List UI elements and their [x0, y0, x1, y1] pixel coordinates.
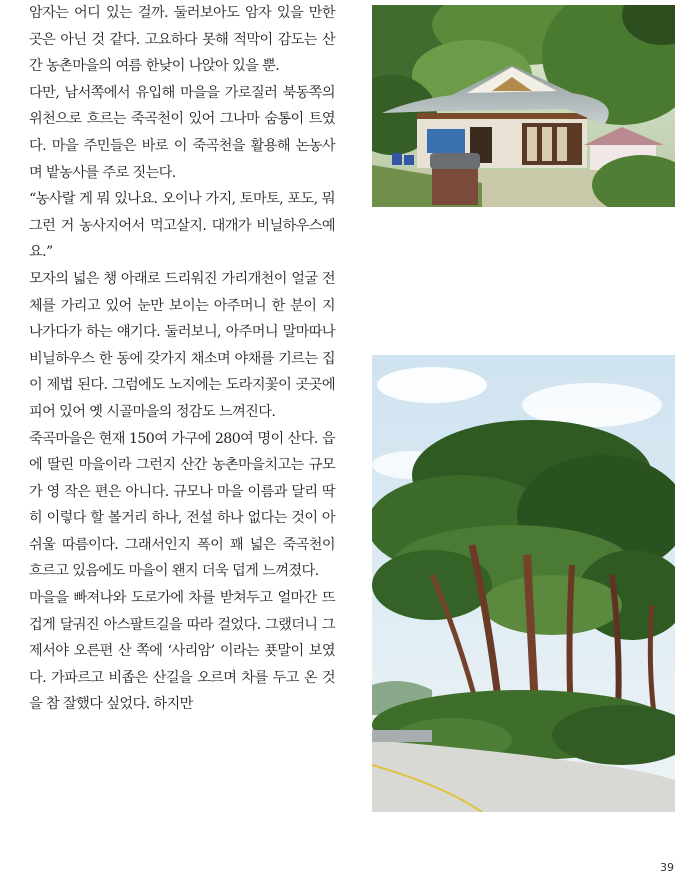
traditional-house-illustration [372, 5, 675, 207]
pine-grove-illustration [372, 355, 675, 812]
paragraph: 마을을 빠져나와 도로가에 차를 받쳐두고 얼마간 뜨겁게 달궈진 아스팔트길을 따라 걸었다. 그랬더니 그제서야 오른편 산 쪽에 ‘사리암’ 이라는 푯말이 보였다. 가파르고 비좁은 산길을 오르며 차를 두고 온 것을 참 잘했다 싶었다. 하지만 [29, 590, 335, 713]
paragraph: 죽곡마을은 현재 150여 가구에 280여 명이 산다. 읍에 딸린 마을이라 그런지 산간 농촌마을치고는 규모가 영 작은 편은 아니다. 규모나 마을 이름과 달리 딱히 이렇다 할 볼거리 하나, 전설 하나 없다는 것이 아쉬울 따름이다. 그래서인지 폭이 꽤 넓은 죽곡천이 흐르고 있음에도 마을이 왠지 더욱 덥게 느껴졌다. [29, 430, 335, 580]
article-body [29, 0, 335, 718]
pine-grove-photo [372, 355, 675, 812]
traditional-house-photo [372, 5, 675, 207]
page-number: 39 [660, 861, 674, 874]
paragraph: 다만, 남서쪽에서 유입해 마을을 가로질러 북동쪽의 위천으로 흐르는 죽곡천이 있어 그나마 숨통이 트였다. 마을 주민들은 바로 이 죽곡천을 활용해 논농사며 밭농사를 주로 짓는다. [29, 84, 335, 181]
paragraph: “농사랄 게 뭐 있나요. 오이나 가지, 토마토, 포도, 뭐 그런 거 농사지어서 먹고살지. 대개가 비닐하우스예요.” [29, 191, 335, 261]
paragraph: 모자의 넓은 챙 아래로 드리워진 가리개천이 얼굴 전체를 가리고 있어 눈만 보이는 아주머니 한 분이 지나가다가 하는 얘기다. 둘러보니, 아주머니 말마따나 비닐하우스 한 동에 갖가지 채소며 야채를 기르는 집이 제법 된다. 그럼에도 노지에는 도라지꽃이 곳곳에 피어 있어 옛 시골마을의 정감도 느껴진다. [29, 270, 335, 420]
paragraph: 암자는 어디 있는 걸까. 둘러보아도 암자 있을 만한 곳은 아닌 것 같다. 고요하다 못해 적막이 감도는 산간 농촌마을의 여름 한낮이 나앉아 있을 뿐. [29, 5, 335, 75]
